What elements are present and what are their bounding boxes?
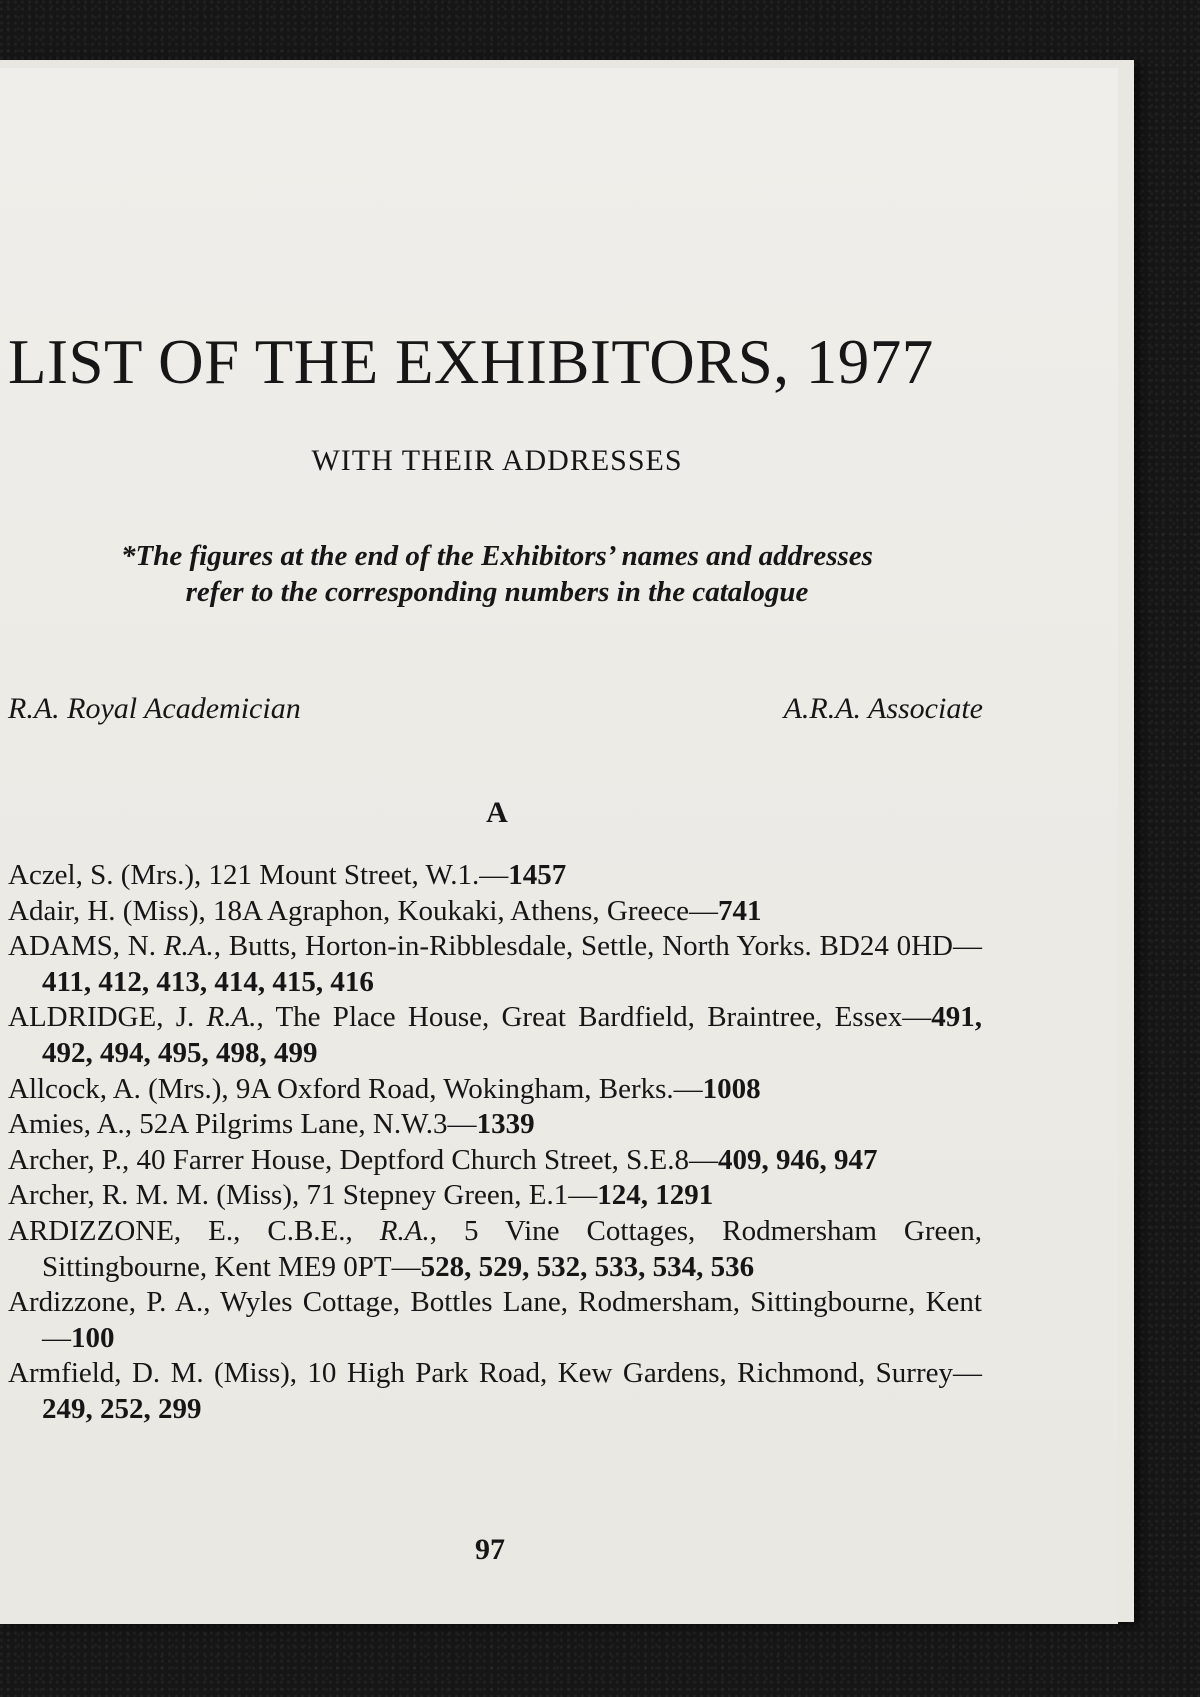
- catalogue-numbers: 100: [71, 1321, 115, 1354]
- exhibitor-entry: Allcock, A. (Mrs.), 9A Oxford Road, Wokingham, Berks.—1008: [8, 1072, 761, 1105]
- exhibitor-entry: Archer, R. M. M. (Miss), 71 Stepney Green, E.1—124, 1291: [8, 1179, 714, 1212]
- page-subtitle: WITH THEIR ADDRESSES: [311, 444, 683, 477]
- exhibitor-entry: Ardizzone, P. A., Wyles Cottage, Bottles Lane, Rodmersham, Sittingbourne, Kent—100: [8, 1286, 982, 1354]
- abbreviation-ra: R.A. Royal Academician: [8, 692, 301, 725]
- note-line-1: *The figures at the end of the Exhibitors’ names and addresses: [121, 540, 873, 572]
- exhibitor-entry: Amies, A., 52A Pilgrims Lane, N.W.3—1339: [8, 1108, 535, 1141]
- exhibitor-entry: Armfield, D. M. (Miss), 10 High Park Road, Kew Gardens, Richmond, Surrey—249, 252, 299: [8, 1357, 982, 1425]
- exhibitor-entry: Archer, P., 40 Farrer House, Deptford Church Street, S.E.8—409, 946, 947: [8, 1143, 878, 1176]
- note-line-2: refer to the corresponding numbers in the catalogue: [185, 576, 809, 608]
- section-letter: A: [486, 796, 508, 829]
- catalogue-numbers: 1339: [476, 1108, 535, 1141]
- catalogue-note: [0, 538, 994, 610]
- exhibitor-entry: ALDRIDGE, J. R.A., The Place House, Great Bardfield, Braintree, Essex—491, 492, 494, 495, 498, 499: [8, 1001, 982, 1069]
- exhibitor-entry: Adair, H. (Miss), 18A Agraphon, Koukaki, Athens, Greece—741: [8, 894, 762, 927]
- catalogue-numbers: 1008: [702, 1072, 761, 1105]
- page-number: 97: [475, 1533, 505, 1566]
- catalogue-numbers: 528, 529, 532, 533, 534, 536: [420, 1250, 755, 1283]
- catalogue-numbers: 741: [718, 894, 762, 927]
- exhibitor-entry: ARDIZZONE, E., C.B.E., R.A., 5 Vine Cottages, Rodmersham Green, Sittingbourne, Kent ME9 0PT—528, 529, 532, 533, 534, 536: [8, 1214, 983, 1283]
- catalogue-numbers: 249, 252, 299: [42, 1392, 202, 1425]
- catalogue-numbers: 409, 946, 947: [718, 1143, 878, 1176]
- catalogue-numbers: 491, 492, 494, 495, 498, 499: [42, 1001, 982, 1069]
- exhibitor-entry: ADAMS, N. R.A., Butts, Horton-in-Ribblesdale, Settle, North Yorks. BD24 0HD—411, 412, 413, 414, 415, 416: [8, 930, 982, 998]
- exhibitor-entry: Aczel, S. (Mrs.), 121 Mount Street, W.1.—1457: [8, 859, 567, 891]
- catalogue-numbers: 124, 1291: [597, 1179, 714, 1212]
- catalogue-numbers: 411, 412, 413, 414, 415, 416: [42, 965, 374, 998]
- exhibitor-list: [8, 858, 982, 1428]
- book-page: [0, 68, 1118, 1624]
- page-title: LIST OF THE EXHIBITORS, 1977: [8, 327, 934, 397]
- catalogue-numbers: 1457: [508, 859, 567, 891]
- abbreviation-ara: A.R.A. Associate: [783, 692, 983, 725]
